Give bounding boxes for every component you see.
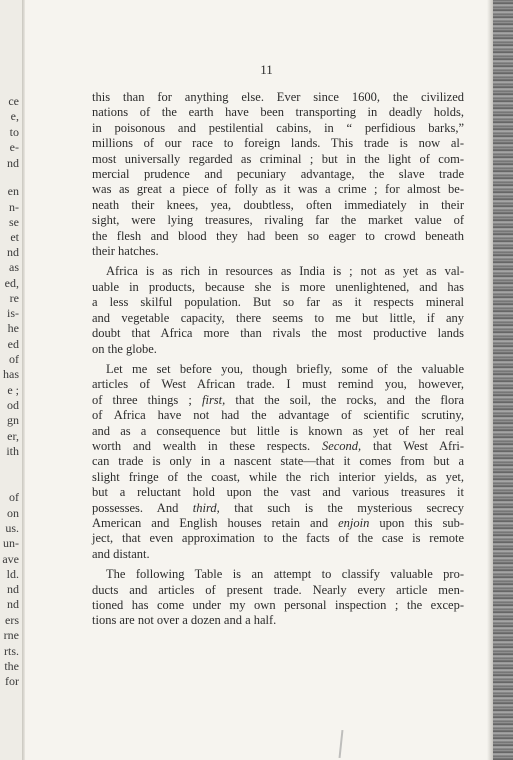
adjacent-page-text: ld. — [6, 567, 19, 581]
body-text — [92, 90, 464, 629]
text-line: of three things ; first, that the soil, the rocks, and the flora — [92, 392, 464, 407]
text-line: slight fringe of the coast, while the rich interior yields, as yet, — [92, 469, 464, 484]
text-line: ducts and articles of present trade. Nearly every article men- — [92, 582, 464, 597]
text-line: a less skilful population. But so far as it respects mineral — [92, 295, 464, 310]
text-line: and distant. — [92, 546, 150, 561]
adjacent-page-text: ers — [5, 613, 19, 627]
adjacent-page-text: e, — [10, 109, 19, 123]
adjacent-page-text: nd — [7, 156, 19, 170]
text-line: Let me set before you, though briefly, some of the valuable — [106, 361, 464, 376]
adjacent-page-text: ce — [8, 94, 19, 108]
paragraph — [92, 264, 464, 356]
adjacent-page-text: ave — [2, 552, 19, 566]
adjacent-page-text: has — [3, 367, 19, 381]
adjacent-page-fragment — [0, 0, 22, 760]
text-line: the flesh and blood they had been so eager to crowd beneath — [92, 228, 464, 243]
adjacent-page-text: is- — [7, 306, 19, 320]
text-line: mercial prudence and pecuniary advantage, the slave trade — [92, 167, 464, 182]
adjacent-page-text: nd — [7, 597, 19, 611]
adjacent-page-text: ith — [6, 444, 19, 458]
text-line: and as a consequence but little is known as yet of her real — [92, 423, 464, 438]
text-line: worth and wealth in these respects. Second, that West Afri- — [92, 438, 464, 453]
text-line: articles of West African trade. I must remind you, however, — [92, 377, 464, 392]
text-line: uable in products, because she is more unenlightened, and has — [92, 279, 464, 294]
adjacent-page-text: he — [7, 321, 19, 335]
text-line: of Africa have not had the advantage of scientific scrutiny, — [92, 408, 464, 423]
adjacent-page-text: ed — [7, 337, 19, 351]
adjacent-page-text: re — [9, 291, 19, 305]
adjacent-page-text: for — [5, 674, 19, 688]
text-line: ject, that even approximation to the facts of the case is remote — [92, 531, 464, 546]
text-line: but a reluctant hold upon the vast and various treasures it — [92, 485, 464, 500]
adjacent-page-text: od — [7, 398, 19, 412]
adjacent-page-text: e- — [9, 140, 19, 154]
text-line: tioned has come under my own personal inspection ; the excep- — [92, 598, 464, 612]
text-line: tions are not over a dozen and a half. — [92, 613, 277, 628]
adjacent-page-text: nd — [7, 582, 19, 596]
paragraph — [92, 90, 464, 259]
text-line: and vegetable capacity, there seems to me but little, if any — [92, 310, 464, 325]
text-line: in poisonous and pestilential cabins, in “ perfidious barks,” — [92, 120, 464, 135]
text-line: on the globe. — [92, 341, 157, 356]
adjacent-page-text: on — [7, 506, 19, 520]
text-line: millions of our race to foreign lands. This trade is now al- — [92, 136, 464, 151]
paragraph — [92, 567, 464, 629]
adjacent-page-text: of — [9, 490, 19, 504]
text-line: most universally regarded as criminal ; but in the light of com- — [92, 151, 464, 166]
pencil-mark — [339, 730, 344, 758]
adjacent-page-text: se — [9, 215, 19, 229]
text-line: was as great a piece of folly as it was a crime ; for almost be- — [92, 182, 464, 197]
adjacent-page-text: rts. — [4, 644, 19, 658]
page-number: 11 — [260, 62, 273, 77]
adjacent-page-text: gn — [7, 413, 19, 427]
text-line: possesses. And third, that such is the mysterious secrecy — [92, 500, 464, 515]
adjacent-page-text: n- — [9, 200, 19, 214]
text-line: nations of the earth have been transporting in deadly holds, — [92, 105, 464, 120]
adjacent-page-text: et — [10, 230, 19, 244]
text-line: sight, were lying treasures, rivaling far the market value of — [92, 213, 464, 228]
text-line: their hatches. — [92, 244, 159, 259]
text-line: The following Table is an attempt to classify valuable pro- — [106, 567, 464, 582]
adjacent-page-text: as — [9, 260, 19, 274]
text-line: neath their knees, yea, doubtless, often immediately in their — [92, 197, 464, 212]
adjacent-page-text: nd — [7, 245, 19, 259]
adjacent-page-text: ed, — [4, 276, 19, 290]
adjacent-page-text: rne — [3, 628, 19, 642]
adjacent-page-text: of — [9, 352, 19, 366]
adjacent-page-text: to — [9, 125, 19, 139]
adjacent-page-text: us. — [5, 521, 19, 535]
text-line: can trade is only in a nascent state—that it comes from but a — [92, 454, 464, 469]
text-line: doubt that Africa more than rivals the most productive lands — [92, 326, 464, 341]
book-edge — [493, 0, 513, 760]
paragraph — [92, 362, 464, 562]
adjacent-page-text: the — [4, 659, 19, 673]
adjacent-page-text: un- — [3, 536, 19, 550]
text-line: Africa is as rich in resources as India is ; not as yet as val- — [106, 264, 464, 279]
book-gutter — [22, 0, 25, 760]
adjacent-page-text: en — [7, 184, 19, 198]
text-line: American and English houses retain and enjoin upon this sub- — [92, 515, 464, 530]
text-line: this than for anything else. Ever since 1600, the civilized — [92, 90, 464, 104]
adjacent-page-text: e ; — [7, 383, 19, 397]
adjacent-page-text: er, — [7, 429, 19, 443]
